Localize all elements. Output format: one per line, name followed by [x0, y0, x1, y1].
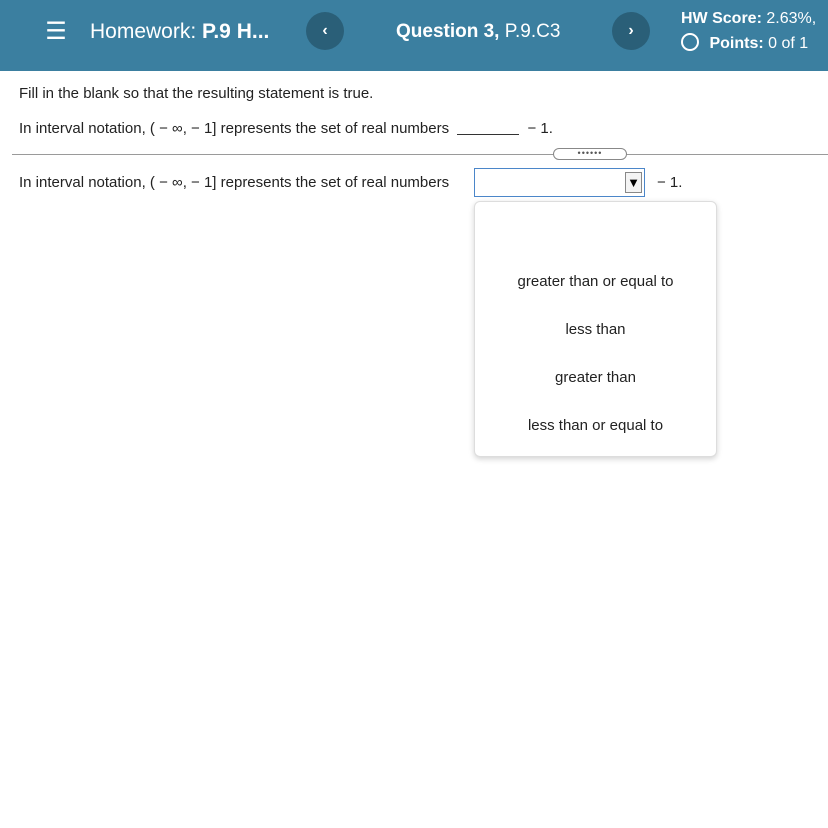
question-id: P.9.C3: [504, 21, 561, 42]
homework-label: Homework:: [90, 20, 197, 43]
option-greater-than[interactable]: greater than: [555, 369, 636, 386]
option-less-than[interactable]: less than: [565, 321, 626, 338]
dropdown-options-panel: [474, 201, 717, 457]
question-instruction: Fill in the blank so that the resulting statement is true.: [19, 85, 374, 102]
hw-score-value: 2.63%,: [766, 10, 817, 27]
answer-suffix: − 1.: [657, 174, 683, 191]
hw-score: [681, 9, 816, 29]
points-circle-icon: [681, 33, 699, 51]
previous-question-button[interactable]: [306, 12, 344, 50]
points-value: 0 of 1: [768, 35, 809, 52]
question-number: Question 3,: [396, 21, 500, 42]
homework-title: [90, 20, 269, 44]
points-label: Points:: [709, 35, 764, 52]
dropdown-arrow-icon[interactable]: ▼: [625, 172, 642, 193]
statement-suffix: − 1.: [527, 120, 553, 137]
answer-dropdown[interactable]: [474, 168, 645, 197]
option-blank[interactable]: [475, 220, 716, 252]
statement-prefix: In interval notation, ( − ∞, − 1] represents the set of real numbers: [19, 120, 450, 137]
top-bar: [0, 0, 828, 71]
chevron-left-icon: ‹: [322, 22, 328, 39]
hw-score-label: HW Score:: [681, 10, 762, 27]
next-question-button[interactable]: [612, 12, 650, 50]
option-less-than-or-equal-to[interactable]: less than or equal to: [527, 417, 664, 434]
divider: [12, 154, 828, 155]
answer-prefix: In interval notation, ( − ∞, − 1] represents the set of real numbers: [19, 174, 450, 191]
question-title: [396, 21, 560, 43]
chevron-right-icon: ›: [628, 22, 634, 39]
divider-handle[interactable]: ••••••: [553, 148, 627, 160]
homework-name: P.9 H...: [202, 20, 270, 43]
menu-icon[interactable]: ☰: [45, 18, 67, 45]
question-statement: [19, 120, 553, 138]
points: [681, 33, 808, 54]
option-greater-than-or-equal-to[interactable]: greater than or equal to: [517, 273, 674, 290]
blank-line: [457, 120, 519, 135]
